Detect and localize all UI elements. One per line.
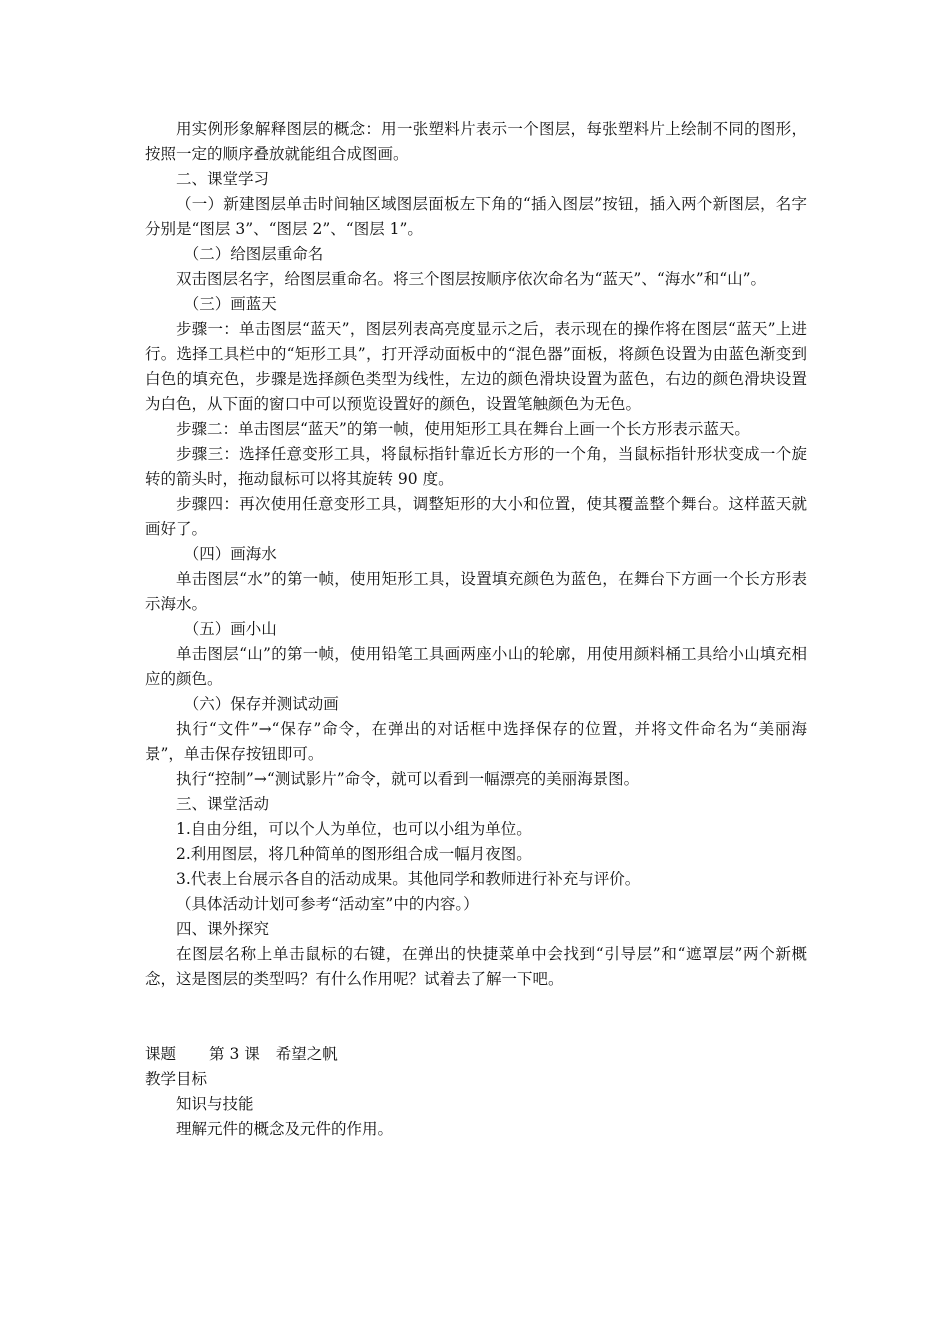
subheading-save-test: （六）保存并测试动画 xyxy=(183,695,339,713)
paragraph-rename-layer: 双击图层名字，给图层重命名。将三个图层按顺序依次命名为“蓝天”、“海水”和“山”。 xyxy=(176,270,767,288)
paragraph-draw-sea: 单击图层“水”的第一帧，使用矩形工具，设置填充颜色为蓝色，在舞台下方画一个长方形表示海水。 xyxy=(145,570,807,613)
section-heading-classroom-learning: 二、课堂学习 xyxy=(176,170,270,188)
paragraph-step-three: 步骤三：选择任意变形工具，将鼠标指针靠近长方形的一个角，当鼠标指针形状变成一个旋转的箭头时，拖动鼠标可以将其旋转 90 度。 xyxy=(145,445,807,488)
section-gap xyxy=(145,992,807,1042)
section-heading-extracurricular: 四、课外探究 xyxy=(176,920,270,938)
subheading-draw-sky: （三）画蓝天 xyxy=(183,295,277,313)
paragraph-save-file: 执行“文件”→“保存”命令，在弹出的对话框中选择保存的位置，并将文件命名为“美丽海景”，单击保存按钮即可。 xyxy=(145,720,807,763)
subheading-draw-hills: （五）画小山 xyxy=(183,620,277,638)
knowledge-skills-text: 理解元件的概念及元件的作用。 xyxy=(176,1120,394,1138)
paragraph-extracurricular: 在图层名称上单击鼠标的右键，在弹出的快捷菜单中会找到“引导层”和“遮罩层”两个新概念，这是图层的类型吗？有什么作用呢？试着去了解一下吧。 xyxy=(145,945,807,988)
paragraph-step-four: 步骤四：再次使用任意变形工具，调整矩形的大小和位置，使其覆盖整个舞台。这样蓝天就画好了。 xyxy=(145,495,807,538)
list-item-activity-3: 3.代表上台展示各自的活动成果。其他同学和教师进行补充与评价。 xyxy=(176,870,641,888)
paragraph-layer-concept: 用实例形象解释图层的概念：用一张塑料片表示一个图层，每张塑料片上绘制不同的图形，按照一定的顺序叠放就能组合成图画。 xyxy=(145,120,807,163)
subheading-draw-sea: （四）画海水 xyxy=(183,545,277,563)
section-heading-classroom-activity: 三、课堂活动 xyxy=(176,795,270,813)
paragraph-draw-hills: 单击图层“山”的第一帧，使用铅笔工具画两座小山的轮廓，用使用颜料桶工具给小山填充相应的颜色。 xyxy=(145,645,807,688)
list-item-activity-1: 1.自由分组，可以个人为单位，也可以小组为单位。 xyxy=(176,820,532,838)
lesson-label: 课题 xyxy=(145,1045,177,1063)
knowledge-skills-label: 知识与技能 xyxy=(176,1095,254,1113)
paragraph-step-one: 步骤一：单击图层“蓝天”，图层列表高亮度显示之后，表示现在的操作将在图层“蓝天”上进行。选择工具栏中的“矩形工具”，打开浮动面板中的“混色器”面板，将颜色设置为由蓝色渐变到白色的填充色，步骤是选择颜色类型为线性，左边的颜色滑块设置为蓝色，右边的颜色滑块设置为白色，从下面的窗口中可以预览设置好的颜色，设置笔触颜色为无色。 xyxy=(145,320,807,413)
lesson-title-line xyxy=(145,1042,807,1067)
paragraph-activity-note: （具体活动计划可参考“活动室”中的内容。） xyxy=(176,895,479,913)
subheading-rename-layer: （二）给图层重命名 xyxy=(183,245,324,263)
paragraph-test-movie: 执行“控制”→“测试影片”命令，就可以看到一幅漂亮的美丽海景图。 xyxy=(176,770,640,788)
lesson-number: 第 3 课 xyxy=(209,1045,260,1063)
document-page xyxy=(145,117,807,1142)
paragraph-new-layer: （一）新建图层单击时间轴区域图层面板左下角的“插入图层”按钮，插入两个新图层，名字分别是“图层 3”、“图层 2”、“图层 1”。 xyxy=(145,195,807,238)
lesson-name: 希望之帆 xyxy=(275,1045,338,1063)
list-item-activity-2: 2.利用图层，将几种简单的图形组合成一幅月夜图。 xyxy=(176,845,532,863)
paragraph-step-two: 步骤二：单击图层“蓝天”的第一帧，使用矩形工具在舞台上画一个长方形表示蓝天。 xyxy=(176,420,750,438)
teaching-goals-label: 教学目标 xyxy=(145,1070,208,1088)
